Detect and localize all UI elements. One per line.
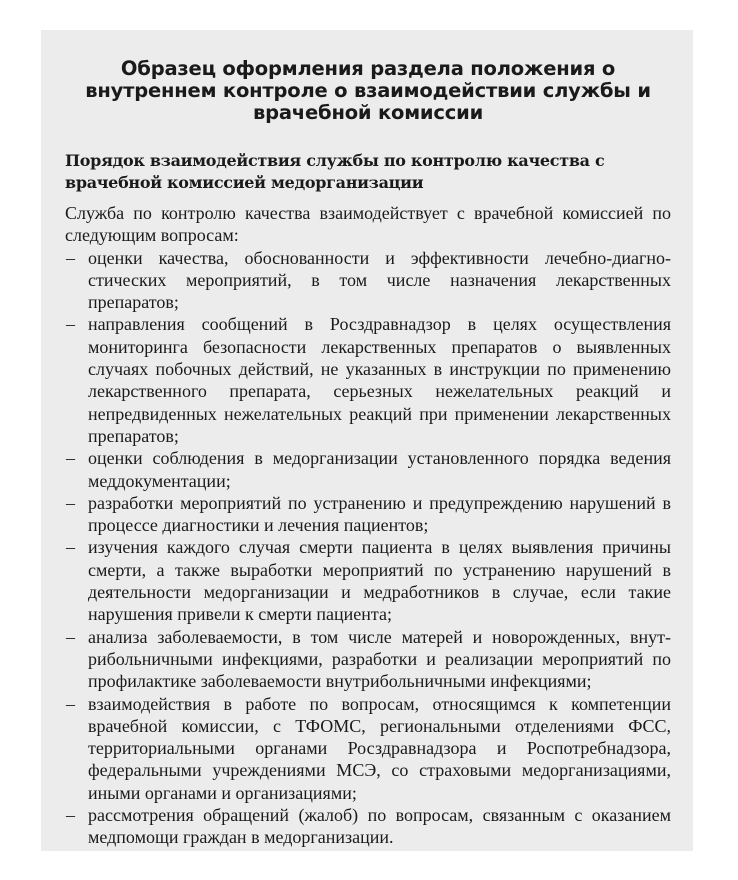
list-item [65, 313, 671, 447]
list-item [65, 447, 671, 492]
list-item-text: направления сообщений в Росздравнадзор в целях осуществления мониторинга безопасности лекарственных препаратов о выявленных случаях побочных действий, не указанных в инструкции по применению лекарственного препарата, серьезных нежелательных реакций и непредвиденных нежелательных реакций при применении лекарственных препаратов; [88, 314, 671, 446]
intro-paragraph: Служба по контролю качества взаимодействует с врачебной комиссией по следующим вопросам: [65, 203, 671, 246]
list-item [65, 536, 671, 625]
dash-bullet: – [66, 492, 75, 513]
dash-bullet: – [66, 537, 75, 558]
list-item [65, 626, 671, 693]
dash-bullet: – [66, 314, 75, 335]
list-item [65, 693, 671, 804]
list-item-text: оценки соблюдения в медорганизации установленного порядка ведения меддокументации; [88, 448, 671, 491]
section-body [65, 202, 671, 849]
list-item-text: оценки качества, обоснованности и эффективности лечебно-диагностических мероприятий, в том числе назначения лекарственных препаратов; [88, 247, 671, 313]
list-item-text: разработки мероприятий по устранению и предупреждению нарушений в процессе диагностики и лечения пациентов; [88, 492, 671, 536]
dash-bullet: – [66, 805, 75, 826]
requirements-list [65, 247, 671, 849]
list-item [65, 492, 671, 537]
list-item-text: изучения каждого случая смерти пациента в целях выявления причины смерти, а также выработки мероприятий по устранению нарушений в деятельности медорганизации и медработников в случае, если такие нарушения привели к смерти пациента; [88, 537, 671, 625]
section-subtitle: Порядок взаимодействия службы по контролю качества с врачебной комиссией медорганизации [65, 151, 605, 192]
page-title: Образец оформления раздела положения о внутреннем контроле о взаимодействии службы и врачебной комиссии [85, 57, 651, 124]
dash-bullet: – [66, 247, 75, 268]
dash-bullet: – [66, 693, 75, 714]
list-item-text: взаимодействия в работе по вопросам, относящимся к компетенции врачебной комиссии, с ТФОМС, региональными отделениями ФСС, территориальными органами Росздравнадзора и Роспотребнадзора, федеральными учреждениями МСЭ, со страховыми медорганизациями, иными органами и организациями; [88, 693, 671, 803]
list-item-text: анализа заболеваемости, в том числе матерей и новорожденных, внутрибольничными инфекциями, разработки и реализации мероприятий по профилактике заболеваемости внутрибольничными инфекциями; [88, 626, 671, 692]
list-item [65, 247, 671, 314]
list-item [65, 804, 671, 849]
dash-bullet: – [66, 448, 75, 469]
document-panel [41, 30, 693, 851]
list-item-text: рассмотрения обращений (жалоб) по вопросам, связанным с оказанием медпомощи граждан в медорганизации. [88, 805, 671, 848]
dash-bullet: – [66, 626, 75, 647]
